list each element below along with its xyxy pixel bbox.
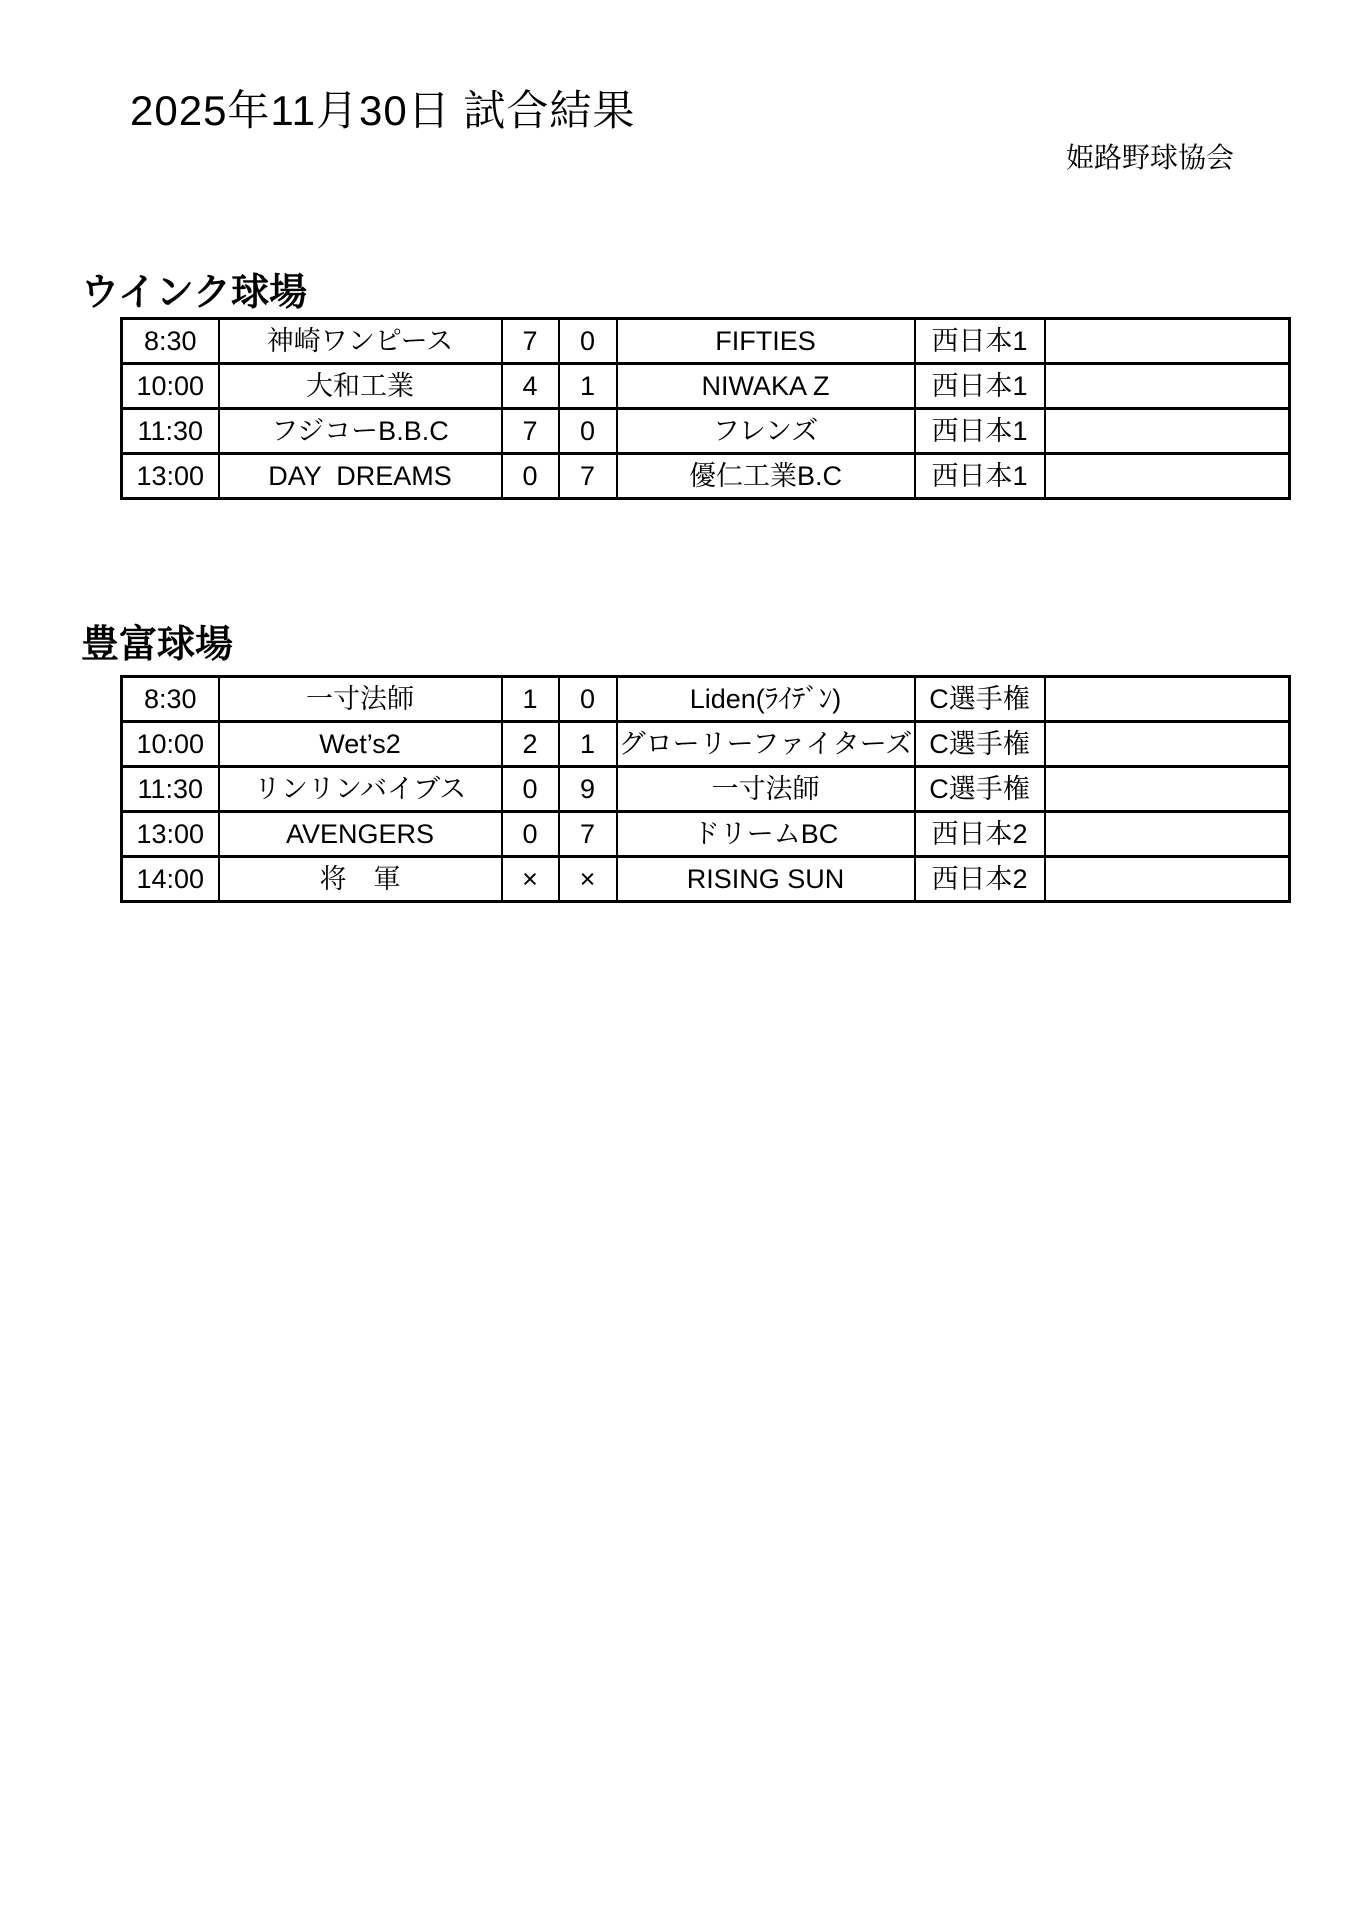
away-team-cell: NIWAKA Z	[617, 364, 915, 409]
home-score-cell: 4	[502, 364, 559, 409]
note-cell	[1045, 812, 1290, 857]
time-cell: 10:00	[122, 364, 219, 409]
home-score-cell: 2	[502, 722, 559, 767]
home-team-cell: リンリンバイブス	[219, 767, 502, 812]
league-cell: 西日本1	[915, 409, 1045, 454]
away-score-cell: 1	[559, 722, 617, 767]
result-row	[122, 767, 1290, 812]
away-team-cell: 一寸法師	[617, 767, 915, 812]
time-cell: 11:30	[122, 767, 219, 812]
league-cell: C選手権	[915, 722, 1045, 767]
home-team-cell: DAY DREAMS	[219, 454, 502, 499]
result-row	[122, 364, 1290, 409]
time-cell: 13:00	[122, 812, 219, 857]
away-score-cell: 1	[559, 364, 617, 409]
home-team-cell: フジコーB.B.C	[219, 409, 502, 454]
home-team-cell: 神崎ワンピース	[219, 319, 502, 364]
away-team-cell: ドリームBC	[617, 812, 915, 857]
away-score-cell: 9	[559, 767, 617, 812]
league-cell: 西日本2	[915, 857, 1045, 902]
home-score-cell: 7	[502, 409, 559, 454]
note-cell	[1045, 454, 1290, 499]
away-score-cell: 0	[559, 319, 617, 364]
result-row	[122, 722, 1290, 767]
home-score-cell: ×	[502, 857, 559, 902]
home-score-cell: 0	[502, 812, 559, 857]
away-team-cell: フレンズ	[617, 409, 915, 454]
time-cell: 10:00	[122, 722, 219, 767]
results-table	[120, 317, 1291, 500]
home-team-cell: Wet’s2	[219, 722, 502, 767]
away-score-cell: 0	[559, 409, 617, 454]
note-cell	[1045, 677, 1290, 722]
result-row	[122, 812, 1290, 857]
time-cell: 8:30	[122, 319, 219, 364]
note-cell	[1045, 319, 1290, 364]
league-cell: C選手権	[915, 767, 1045, 812]
league-cell: 西日本2	[915, 812, 1045, 857]
league-cell: 西日本1	[915, 364, 1045, 409]
time-cell: 8:30	[122, 677, 219, 722]
away-team-cell: Liden(ﾗｲﾃﾞﾝ)	[617, 677, 915, 722]
home-score-cell: 7	[502, 319, 559, 364]
page-title: 2025年11月30日 試合結果	[130, 87, 636, 134]
away-score-cell: ×	[559, 857, 617, 902]
note-cell	[1045, 364, 1290, 409]
away-team-cell: グローリーファイターズ	[617, 722, 915, 767]
time-cell: 14:00	[122, 857, 219, 902]
home-score-cell: 1	[502, 677, 559, 722]
home-team-cell: 将 軍	[219, 857, 502, 902]
home-team-cell: AVENGERS	[219, 812, 502, 857]
result-row	[122, 677, 1290, 722]
result-row	[122, 319, 1290, 364]
home-score-cell: 0	[502, 454, 559, 499]
away-score-cell: 7	[559, 812, 617, 857]
home-score-cell: 0	[502, 767, 559, 812]
home-team-cell: 一寸法師	[219, 677, 502, 722]
league-cell: 西日本1	[915, 454, 1045, 499]
note-cell	[1045, 409, 1290, 454]
away-score-cell: 0	[559, 677, 617, 722]
note-cell	[1045, 767, 1290, 812]
result-row	[122, 409, 1290, 454]
organization-name: 姫路野球協会	[1065, 142, 1234, 173]
note-cell	[1045, 857, 1290, 902]
away-team-cell: RISING SUN	[617, 857, 915, 902]
away-team-cell: 優仁工業B.C	[617, 454, 915, 499]
results-table	[120, 675, 1291, 903]
home-team-cell: 大和工業	[219, 364, 502, 409]
result-row	[122, 857, 1290, 902]
away-score-cell: 7	[559, 454, 617, 499]
venue-title: 豊富球場	[81, 624, 234, 666]
away-team-cell: FIFTIES	[617, 319, 915, 364]
venue-title: ウインク球場	[81, 272, 308, 314]
note-cell	[1045, 722, 1290, 767]
time-cell: 11:30	[122, 409, 219, 454]
league-cell: C選手権	[915, 677, 1045, 722]
league-cell: 西日本1	[915, 319, 1045, 364]
time-cell: 13:00	[122, 454, 219, 499]
result-row	[122, 454, 1290, 499]
